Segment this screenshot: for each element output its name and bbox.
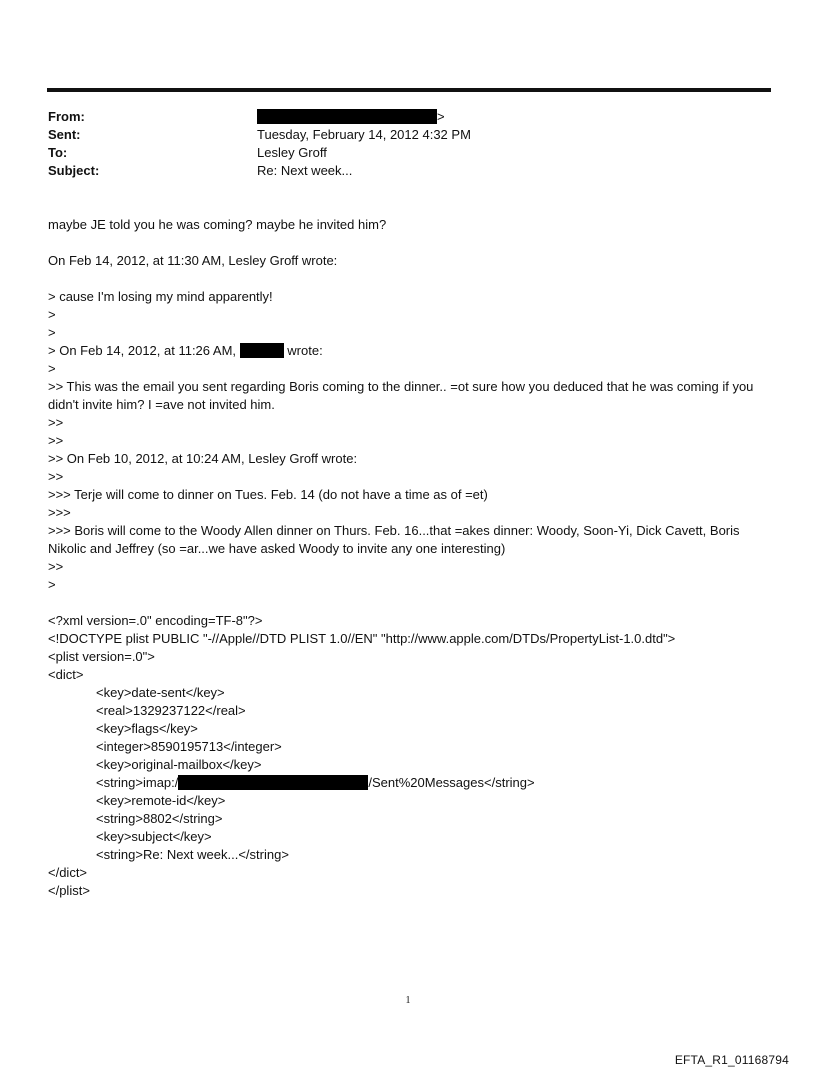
plist-mailbox-suffix: /Sent%20Messages</string> xyxy=(368,775,535,790)
quoted-line: >> On Feb 10, 2012, at 10:24 AM, Lesley Groff wrote: xyxy=(48,451,358,466)
quoted-attribution-line xyxy=(48,342,768,360)
from-value-suffix: > xyxy=(437,109,445,124)
plist-line: <string>Re: Next week...</string> xyxy=(96,847,289,862)
plist-line: <key>date-sent</key> xyxy=(96,685,225,700)
plist-line: <integer>8590195713</integer> xyxy=(96,739,282,754)
plist-line: <dict> xyxy=(48,667,84,682)
email-header xyxy=(48,108,748,180)
quoted-line: >>> xyxy=(48,505,71,520)
subject-value: Re: Next week... xyxy=(257,163,353,178)
attribution-line: On Feb 14, 2012, at 11:30 AM, Lesley Groff wrote: xyxy=(48,253,338,268)
quoted-line: > xyxy=(48,307,56,322)
redaction-box xyxy=(240,343,284,358)
to-value: Lesley Groff xyxy=(257,145,327,160)
from-label: From: xyxy=(48,109,85,124)
to-row xyxy=(48,144,748,162)
quoted-line: >> xyxy=(48,433,64,448)
plist-line: <real>1329237122</real> xyxy=(96,703,246,718)
sent-value: Tuesday, February 14, 2012 4:32 PM xyxy=(257,127,471,142)
subject-label: Subject: xyxy=(48,163,100,178)
plist-line: <?xml version=.0" encoding=TF-8"?> xyxy=(48,613,263,628)
from-row xyxy=(48,108,748,126)
quoted-line: >> xyxy=(48,559,64,574)
plist-line: </plist> xyxy=(48,883,90,898)
page-number: 1 xyxy=(405,995,411,1006)
to-label: To: xyxy=(48,145,68,160)
redaction-box xyxy=(178,775,368,790)
plist-line: <key>subject</key> xyxy=(96,829,212,844)
plist-block xyxy=(48,612,768,900)
quoted-line: >>> Boris will come to the Woody Allen dinner on Thurs. Feb. 16...that =akes dinner: Woody, Soon-Yi, Dick Cavett, Boris Nikolic and Jeffrey (so =ar...we have asked Woody to invite any one interesting) xyxy=(48,523,744,556)
quoted-attribution-suffix: wrote: xyxy=(287,343,323,358)
quoted-line: >> xyxy=(48,415,64,430)
plist-line: <key>original-mailbox</key> xyxy=(96,757,262,772)
reply-line: maybe JE told you he was coming? maybe he invited him? xyxy=(48,217,387,232)
bates-number: EFTA_R1_01168794 xyxy=(674,1053,789,1067)
quoted-line: >> xyxy=(48,469,64,484)
subject-row xyxy=(48,162,748,180)
plist-line xyxy=(48,774,768,792)
sent-row xyxy=(48,126,748,144)
plist-line: <key>flags</key> xyxy=(96,721,198,736)
header-divider xyxy=(47,88,771,92)
plist-mailbox-prefix: <string>imap:/ xyxy=(96,775,179,790)
quoted-line: > xyxy=(48,361,56,376)
plist-line: </dict> xyxy=(48,865,88,880)
quoted-line: > xyxy=(48,325,56,340)
plist-line: <!DOCTYPE plist PUBLIC "-//Apple//DTD PLIST 1.0//EN" "http://www.apple.com/DTDs/PropertyList-1.0.dtd"> xyxy=(48,631,676,646)
quoted-line: >> This was the email you sent regarding Boris coming to the dinner.. =ot sure how you deduced that he was coming if you didn't invite him? I =ave not invited him. xyxy=(48,379,758,412)
plist-line: <plist version=.0"> xyxy=(48,649,155,664)
plist-line: <key>remote-id</key> xyxy=(96,793,226,808)
quoted-line: > cause I'm losing my mind apparently! xyxy=(48,289,273,304)
quoted-line: > xyxy=(48,577,56,592)
sent-label: Sent: xyxy=(48,127,81,142)
from-value xyxy=(257,108,445,126)
email-body xyxy=(48,216,768,900)
redaction-box xyxy=(257,109,437,124)
quoted-attribution-prefix: > On Feb 14, 2012, at 11:26 AM, xyxy=(48,343,237,358)
plist-line: <string>8802</string> xyxy=(96,811,223,826)
quoted-line: >>> Terje will come to dinner on Tues. Feb. 14 (do not have a time as of =et) xyxy=(48,487,488,502)
